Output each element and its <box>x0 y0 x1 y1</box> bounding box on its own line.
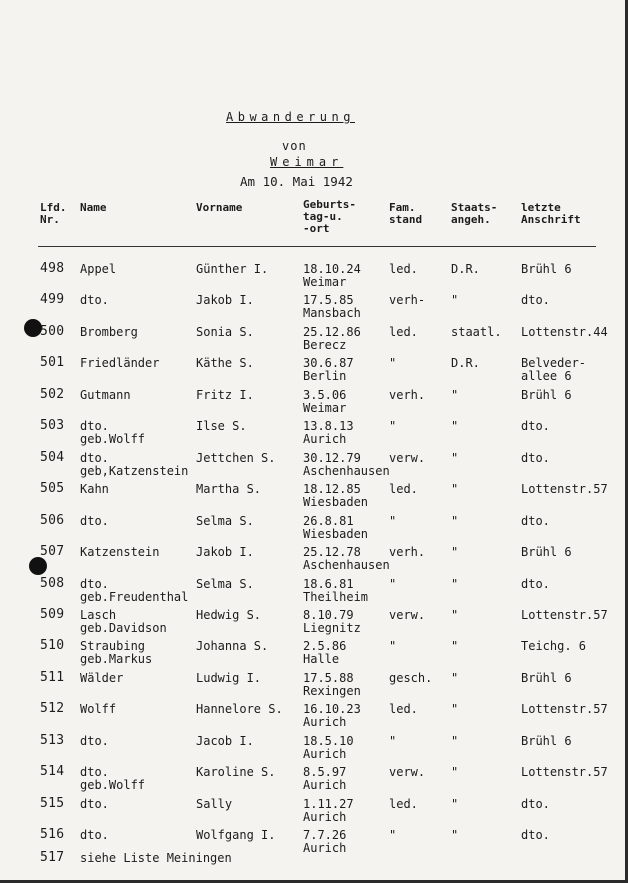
row-birthplace: Aurich <box>303 777 347 792</box>
row-birthplace: Weimar <box>303 400 347 415</box>
table-row-last <box>0 852 628 883</box>
row-birthdate: 17.5.88 <box>303 671 354 685</box>
row-name: dto. <box>80 577 109 591</box>
header-vorname: Vorname <box>196 201 243 214</box>
table-row <box>0 420 628 451</box>
row-birth-name: geb.Wolff <box>80 777 146 792</box>
row-vorname: Selma S. <box>196 514 254 528</box>
row-birthplace: Weimar <box>303 274 347 289</box>
row-birthdate: 30.6.87 <box>303 356 354 370</box>
row-name: Kahn <box>80 482 109 496</box>
header-geburtstag: Geburts- tag-u. -ort <box>303 198 356 235</box>
row-birthplace: Aurich <box>303 809 347 824</box>
table-row <box>0 263 628 294</box>
row-address: dto. <box>521 293 550 307</box>
row-address: Lottenstr.57 <box>521 765 608 779</box>
row-vorname: Jakob I. <box>196 293 254 307</box>
row-family-status: verw. <box>389 608 426 622</box>
row-name: dto. <box>80 828 109 842</box>
row-birthdate: 13.8.13 <box>303 419 354 433</box>
table-row <box>0 452 628 483</box>
row-family-status: led. <box>389 262 418 276</box>
row-address: dto. <box>521 577 550 591</box>
row-number: 506 <box>40 513 65 528</box>
row-number: 505 <box>40 481 65 496</box>
table-row <box>0 798 628 829</box>
row-number: 508 <box>40 576 65 591</box>
row-citizenship: " <box>451 545 459 559</box>
row-number: 513 <box>40 733 65 748</box>
row-citizenship: " <box>451 734 459 748</box>
row-vorname: Hannelore S. <box>196 702 283 716</box>
row-birth-name: geb.Wolff <box>80 431 146 446</box>
row-citizenship: " <box>451 293 459 307</box>
row-birthdate: 8.10.79 <box>303 608 354 622</box>
row-address: Brühl 6 <box>521 262 572 276</box>
row-birthplace: Rexingen <box>303 683 361 698</box>
row-vorname: Jettchen S. <box>196 451 276 465</box>
row-birth-name: geb.Markus <box>80 651 153 666</box>
row-citizenship: " <box>451 514 459 528</box>
row-citizenship: " <box>451 639 459 653</box>
row-name: dto. <box>80 514 109 528</box>
row-name: Wälder <box>80 671 124 685</box>
table-row <box>0 640 628 671</box>
row-number: 511 <box>40 670 65 685</box>
row-birthplace: Wiesbaden <box>303 526 369 541</box>
row-citizenship: " <box>451 608 459 622</box>
row-family-status: " <box>389 514 397 528</box>
table-row <box>0 546 628 577</box>
row-birthdate: 18.6.81 <box>303 577 354 591</box>
row-birthplace: Aurich <box>303 431 347 446</box>
row-vorname: Jacob I. <box>196 734 254 748</box>
table-row <box>0 735 628 766</box>
row-number: 507 <box>40 544 65 559</box>
header-nr: Lfd. Nr. <box>40 201 67 226</box>
row-name: dto. <box>80 419 109 433</box>
table-row <box>0 357 628 388</box>
row-birthdate: 18.10.24 <box>303 262 361 276</box>
row-birthplace: Theilheim <box>303 589 369 604</box>
row-name: dto. <box>80 734 109 748</box>
row-name: dto. <box>80 451 109 465</box>
row-number: 514 <box>40 764 65 779</box>
row-vorname: Ilse S. <box>196 419 247 433</box>
row-birthplace: Liegnitz <box>303 620 361 635</box>
row-vorname: Jakob I. <box>196 545 254 559</box>
row-birthplace: Berlin <box>303 368 347 383</box>
table-row <box>0 389 628 420</box>
row-citizenship: " <box>451 765 459 779</box>
row-address: dto. <box>521 419 550 433</box>
row-name: Wolff <box>80 702 117 716</box>
row-birth-name: geb,Katzenstein <box>80 463 189 478</box>
row-address: Lottenstr.57 <box>521 608 608 622</box>
row-citizenship: " <box>451 482 459 496</box>
row-vorname: Martha S. <box>196 482 262 496</box>
row-vorname: Günther I. <box>196 262 269 276</box>
row-birth-name: geb.Freudenthal <box>80 589 189 604</box>
row-family-status: verh. <box>389 388 426 402</box>
title-date: Am 10. Mai 1942 <box>240 174 353 189</box>
table-row <box>0 766 628 797</box>
row-citizenship: " <box>451 671 459 685</box>
document-title: Abwanderung <box>226 110 355 124</box>
row-birthdate: 7.7.26 <box>303 828 347 842</box>
row-birthdate: 26.8.81 <box>303 514 354 528</box>
row-birthplace: Halle <box>303 651 340 666</box>
row-vorname: Hedwig S. <box>196 608 262 622</box>
row-address: Brühl 6 <box>521 734 572 748</box>
row-family-status: " <box>389 734 397 748</box>
row-birthdate: 25.12.78 <box>303 545 361 559</box>
row-name: dto. <box>80 797 109 811</box>
row-birthplace: Berecz <box>303 337 347 352</box>
row-birthdate: 1.11.27 <box>303 797 354 811</box>
row-vorname: Ludwig I. <box>196 671 262 685</box>
row-birthplace: Aurich <box>303 746 347 761</box>
row-family-status: " <box>389 577 397 591</box>
row-note: siehe Liste Meiningen <box>80 851 232 865</box>
row-address: Lottenstr.57 <box>521 702 608 716</box>
row-vorname: Sonia S. <box>196 325 254 339</box>
row-family-status: " <box>389 639 397 653</box>
row-name: dto. <box>80 293 109 307</box>
title-von: von <box>282 139 307 153</box>
row-birth-name: geb.Davidson <box>80 620 167 635</box>
row-number: 503 <box>40 418 65 433</box>
row-birthdate: 3.5.06 <box>303 388 347 402</box>
row-address: dto. <box>521 828 550 842</box>
table-row <box>0 326 628 357</box>
row-birthdate: 18.12.85 <box>303 482 361 496</box>
row-vorname: Wolfgang I. <box>196 828 276 842</box>
row-number: 500 <box>40 324 65 339</box>
row-address: Teichg. 6 <box>521 639 587 653</box>
table-row <box>0 703 628 734</box>
row-family-status: " <box>389 356 397 370</box>
row-birthplace: Wiesbaden <box>303 494 369 509</box>
row-vorname: Johanna S. <box>196 639 269 653</box>
row-address: Brühl 6 <box>521 671 572 685</box>
row-birthdate: 2.5.86 <box>303 639 347 653</box>
row-family-status: verw. <box>389 451 426 465</box>
table-row <box>0 578 628 609</box>
row-number: 509 <box>40 607 65 622</box>
row-family-status: verw. <box>389 765 426 779</box>
row-name: Bromberg <box>80 325 138 339</box>
row-family-status: " <box>389 419 397 433</box>
row-number: 515 <box>40 796 65 811</box>
row-address: Brühl 6 <box>521 545 572 559</box>
row-number: 510 <box>40 638 65 653</box>
row-address: dto. <box>521 514 550 528</box>
row-family-status: led. <box>389 482 418 496</box>
row-birthdate: 25.12.86 <box>303 325 361 339</box>
row-citizenship: D.R. <box>451 262 480 276</box>
row-address: dto. <box>521 451 550 465</box>
row-name: Gutmann <box>80 388 131 402</box>
row-birthdate: 16.10.23 <box>303 702 361 716</box>
row-citizenship: " <box>451 577 459 591</box>
row-name: Friedländer <box>80 356 160 370</box>
row-citizenship: " <box>451 388 459 402</box>
table-row <box>0 515 628 546</box>
row-family-status: " <box>389 828 397 842</box>
row-name: Lasch <box>80 608 117 622</box>
table-row <box>0 483 628 514</box>
row-citizenship: " <box>451 797 459 811</box>
row-address: Lottenstr.57 <box>521 482 608 496</box>
row-family-status: led. <box>389 702 418 716</box>
row-address: Lottenstr.44 <box>521 325 608 339</box>
row-number: 499 <box>40 292 65 307</box>
row-vorname: Selma S. <box>196 577 254 591</box>
row-name: Katzenstein <box>80 545 160 559</box>
row-address: Belveder- <box>521 356 587 370</box>
table-row <box>0 672 628 703</box>
row-citizenship: staatl. <box>451 325 502 339</box>
header-familienstand: Fam. stand <box>389 201 423 226</box>
row-birthplace: Aschenhausen <box>303 463 390 478</box>
table-row <box>0 609 628 640</box>
row-number: 501 <box>40 355 65 370</box>
row-number: 516 <box>40 827 65 842</box>
header-name: Name <box>80 201 107 214</box>
row-number: 517 <box>40 850 65 865</box>
row-citizenship: " <box>451 419 459 433</box>
row-family-status: verh- <box>389 293 426 307</box>
row-address-line2: allee 6 <box>521 368 572 383</box>
header-rule <box>38 246 596 247</box>
row-number: 498 <box>40 261 65 276</box>
row-citizenship: " <box>451 828 459 842</box>
row-vorname: Fritz I. <box>196 388 254 402</box>
row-birthdate: 8.5.97 <box>303 765 347 779</box>
header-anschrift: letzte Anschrift <box>521 201 581 226</box>
row-citizenship: " <box>451 451 459 465</box>
row-address: Brühl 6 <box>521 388 572 402</box>
row-vorname: Karoline S. <box>196 765 276 779</box>
row-name: Appel <box>80 262 117 276</box>
row-family-status: gesch. <box>389 671 433 685</box>
row-number: 504 <box>40 450 65 465</box>
row-number: 512 <box>40 701 65 716</box>
table-row <box>0 294 628 325</box>
row-birthplace: Mansbach <box>303 305 361 320</box>
row-citizenship: " <box>451 702 459 716</box>
row-birthplace: Aurich <box>303 840 347 855</box>
row-family-status: led. <box>389 797 418 811</box>
row-family-status: verh. <box>389 545 426 559</box>
row-birthplace: Aschenhausen <box>303 557 390 572</box>
row-name: dto. <box>80 765 109 779</box>
row-citizenship: D.R. <box>451 356 480 370</box>
row-birthdate: 18.5.10 <box>303 734 354 748</box>
title-city: Weimar <box>270 155 344 169</box>
header-staatsangehoerigkeit: Staats- angeh. <box>451 201 498 226</box>
row-address: dto. <box>521 797 550 811</box>
row-number: 502 <box>40 387 65 402</box>
row-vorname: Sally <box>196 797 233 811</box>
row-family-status: led. <box>389 325 418 339</box>
row-birthplace: Aurich <box>303 714 347 729</box>
row-vorname: Käthe S. <box>196 356 254 370</box>
row-name: Straubing <box>80 639 146 653</box>
row-birthdate: 30.12.79 <box>303 451 361 465</box>
row-birthdate: 17.5.85 <box>303 293 354 307</box>
